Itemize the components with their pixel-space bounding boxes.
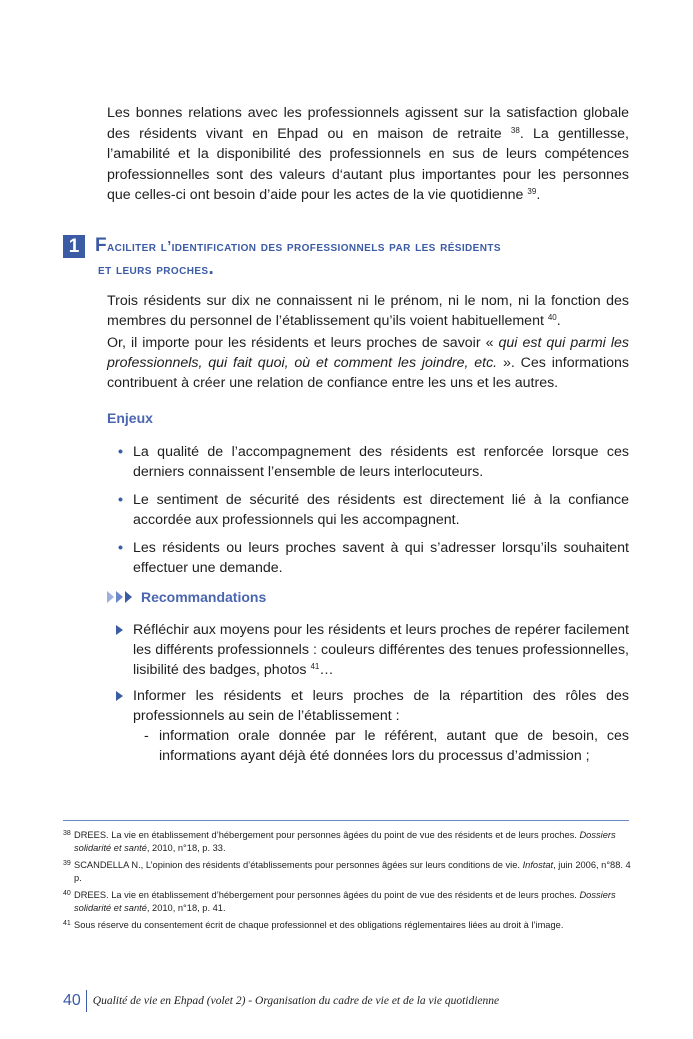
- list-item: • Les résidents ou leurs proches savent à qui s’adresser lorsqu’ils souhaitent effectuer une demande.: [118, 540, 629, 576]
- sub-list-item: - information orale donnée par le référent, autant que de besoin, ces informations ayant déjà été données lors du processus d’admission ;: [144, 728, 629, 764]
- triangle-bullet-icon: [116, 691, 123, 701]
- list-item: • La qualité de l’accompagnement des résidents est renforcée lorsque ces derniers connaissent l’ensemble de leurs interlocuteurs.: [118, 444, 629, 480]
- footnote: 38 DREES. La vie en établissement d’hébergement pour personnes âgées du point de vue des résidents et de leurs proches. Dossiers solidarité et santé, 2010, n°18, p. 33.: [63, 830, 616, 853]
- bullet-icon: •: [118, 540, 123, 556]
- section-title: Faciliter l’identification des professionnels par les résidents et leurs proches.: [95, 235, 501, 279]
- footnotes: [63, 829, 631, 937]
- list-item: • Le sentiment de sécurité des résidents est directement lié à la confiance accordée aux professionnels qui les accompagnent.: [118, 492, 629, 528]
- section-number-badge: 1: [63, 235, 85, 258]
- page-number: 40: [63, 992, 81, 1009]
- recommendation-item: Réfléchir aux moyens pour les résidents et leurs proches de repérer facilement les différents professionnels : couleurs différentes des tenues professionnelles, lisibilité des badges, photos $^{41}$…: [116, 620, 629, 680]
- paragraph: Trois résidents sur dix ne connaissent ni le prénom, ni le nom, ni la fonction des membres du personnel de l’établissement qu’ils voient habituellement $^{40}$.: [107, 293, 629, 329]
- intro-paragraph: [107, 103, 629, 206]
- footnote-divider: [63, 820, 629, 821]
- quote: qui est qui parmi les professionnels, qui fait quoi, où et comment les joindre, etc.: [107, 335, 629, 371]
- running-title: Qualité de vie en Ehpad (volet 2) - Organisation du cadre de vie et de la vie quotidienne: [92, 995, 500, 1007]
- bullet-icon: •: [118, 492, 123, 508]
- intro-text: . La gentillesse, l’amabilité et la disponibilité des professionnels en sus de leurs compétences professionnelles sont des valeurs d‘autant plus importantes pour les personnes que celles-ci ont besoin d’aide pour les actes de la vie quotidienne: [107, 125, 629, 203]
- footnote-ref[interactable]: 38: [510, 125, 520, 135]
- recommendation-item: Informer les résidents et leurs proches de la répartition des rôles des professionnels au sein de l’établissement : - information orale donnée par le référent, autant que de besoin, ces informations ayant déjà été données lors du processus d’admission ;: [116, 686, 629, 766]
- footnote: 41 Sous réserve du consentement écrit de chaque professionnel et des obligations réglementaires liées au droit à l’image.: [63, 920, 564, 930]
- enjeux-heading: Enjeux: [107, 410, 153, 426]
- footnote-ref[interactable]: 39: [527, 187, 537, 196]
- intro-text: Les bonnes relations avec les professionnels agissent sur la satisfaction globale des résidents vivant en Ehpad ou en maison de retraite: [107, 105, 629, 142]
- page-footer: [63, 990, 499, 1012]
- intro-text: .: [536, 187, 541, 203]
- footnote-ref[interactable]: 41: [310, 662, 320, 671]
- footnote: 40 DREES. La vie en établissement d’hébergement pour personnes âgées du point de vue des résidents et de leurs proches. Dossiers solidarité et santé, 2010, n°18, p. 41.: [63, 890, 616, 913]
- enjeux-list: [118, 442, 629, 586]
- footer-divider: [86, 990, 87, 1012]
- paragraph: Or, il importe pour les résidents et leurs proches de savoir « qui est qui parmi les professionnels, qui fait quoi, où et comment les joindre, etc. ». Ces informations contribuent à créer une relation de confiance entre les uns et les autres.: [107, 335, 629, 391]
- recommandations-heading: Recommandations: [107, 589, 266, 605]
- footnote: 39 SCANDELLA N., L’opinion des résidents d’établissements pour personnes âgées sur leurs conditions de vie. Infostat, juin 2006, n°88. 4 p.: [63, 860, 631, 883]
- bullet-icon: •: [118, 444, 123, 460]
- footnote-ref[interactable]: 40: [547, 313, 557, 322]
- triple-arrow-icon: [107, 590, 135, 604]
- triangle-bullet-icon: [116, 625, 123, 635]
